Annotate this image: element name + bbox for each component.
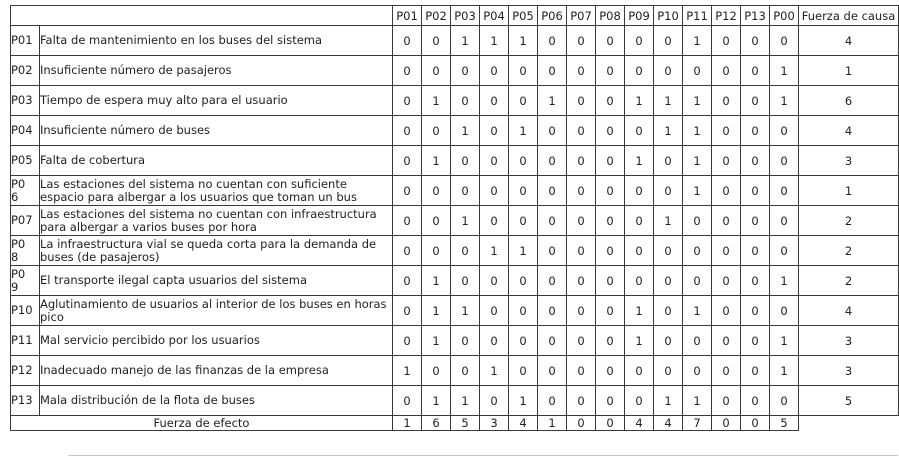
matrix-cell: 1 xyxy=(422,326,451,356)
matrix-cell: 0 xyxy=(422,206,451,236)
matrix-cell: 0 xyxy=(480,296,509,326)
cause-force-value: 2 xyxy=(799,206,899,236)
matrix-cell: 0 xyxy=(625,236,654,266)
row-code: P11 xyxy=(11,326,40,356)
matrix-cell: 0 xyxy=(770,146,799,176)
matrix-cell: 0 xyxy=(654,266,683,296)
blank-corner xyxy=(11,6,393,26)
matrix-cell: 1 xyxy=(654,206,683,236)
matrix-cell: 1 xyxy=(422,386,451,416)
matrix-cell: 0 xyxy=(538,326,567,356)
matrix-cell: 0 xyxy=(770,386,799,416)
matrix-cell: 1 xyxy=(422,266,451,296)
matrix-cell: 0 xyxy=(567,356,596,386)
matrix-cell: 0 xyxy=(596,146,625,176)
matrix-cell: 0 xyxy=(393,266,422,296)
matrix-cell: 0 xyxy=(654,356,683,386)
matrix-cell: 0 xyxy=(654,296,683,326)
matrix-cell: 0 xyxy=(741,206,770,236)
column-header: P05 xyxy=(509,6,538,26)
matrix-cell: 0 xyxy=(625,266,654,296)
matrix-cell: 0 xyxy=(596,266,625,296)
matrix-cell: 0 xyxy=(741,86,770,116)
matrix-cell: 1 xyxy=(654,386,683,416)
column-header: P08 xyxy=(596,6,625,26)
matrix-cell: 0 xyxy=(393,386,422,416)
matrix-cell: 0 xyxy=(480,176,509,206)
row-description: Aglutinamiento de usuarios al interior de los buses en horas pico xyxy=(40,296,393,326)
matrix-cell: 0 xyxy=(567,206,596,236)
effect-force-value: 0 xyxy=(567,416,596,431)
matrix-cell: 1 xyxy=(509,386,538,416)
matrix-cell: 1 xyxy=(683,116,712,146)
matrix-cell: 0 xyxy=(625,26,654,56)
matrix-cell: 0 xyxy=(567,386,596,416)
effect-force-value: 1 xyxy=(538,416,567,431)
matrix-cell: 0 xyxy=(393,296,422,326)
matrix-cell: 1 xyxy=(451,296,480,326)
matrix-cell: 0 xyxy=(596,326,625,356)
row-code: P0 8 xyxy=(11,236,40,266)
matrix-cell: 0 xyxy=(712,116,741,146)
matrix-cell: 0 xyxy=(770,176,799,206)
matrix-cell: 0 xyxy=(393,146,422,176)
effect-force-row xyxy=(11,416,899,431)
matrix-cell: 0 xyxy=(509,206,538,236)
table-row xyxy=(11,356,899,386)
matrix-cell: 0 xyxy=(712,146,741,176)
cause-force-value: 1 xyxy=(799,176,899,206)
matrix-cell: 0 xyxy=(625,386,654,416)
matrix-cell: 0 xyxy=(567,266,596,296)
matrix-cell: 1 xyxy=(625,146,654,176)
matrix-cell: 0 xyxy=(654,26,683,56)
matrix-cell: 0 xyxy=(422,356,451,386)
effect-force-value: 0 xyxy=(741,416,770,431)
effect-force-value: 6 xyxy=(422,416,451,431)
row-code: P0 9 xyxy=(11,266,40,296)
matrix-cell: 0 xyxy=(741,56,770,86)
matrix-cell: 0 xyxy=(625,356,654,386)
matrix-cell: 1 xyxy=(451,116,480,146)
matrix-cell: 0 xyxy=(683,236,712,266)
matrix-cell: 0 xyxy=(596,56,625,86)
matrix-cell: 0 xyxy=(567,176,596,206)
matrix-cell: 0 xyxy=(712,56,741,86)
matrix-cell: 1 xyxy=(654,86,683,116)
matrix-cell: 0 xyxy=(741,386,770,416)
matrix-cell: 1 xyxy=(683,146,712,176)
row-code: P04 xyxy=(11,116,40,146)
matrix-cell: 0 xyxy=(393,206,422,236)
matrix-cell: 0 xyxy=(538,386,567,416)
matrix-cell: 0 xyxy=(538,296,567,326)
matrix-cell: 0 xyxy=(741,236,770,266)
matrix-cell: 1 xyxy=(480,356,509,386)
matrix-cell: 1 xyxy=(770,326,799,356)
matrix-cell: 0 xyxy=(509,56,538,86)
matrix-cell: 0 xyxy=(567,86,596,116)
matrix-cell: 1 xyxy=(509,26,538,56)
matrix-cell: 0 xyxy=(567,326,596,356)
column-header: P01 xyxy=(393,6,422,26)
header-row xyxy=(11,6,899,26)
cause-force-header: Fuerza de causa xyxy=(799,6,899,26)
matrix-cell: 1 xyxy=(683,176,712,206)
matrix-cell: 1 xyxy=(654,116,683,146)
cause-force-value: 1 xyxy=(799,56,899,86)
column-header: P03 xyxy=(451,6,480,26)
matrix-cell: 0 xyxy=(741,176,770,206)
column-header: P06 xyxy=(538,6,567,26)
matrix-cell: 0 xyxy=(625,56,654,86)
matrix-cell: 0 xyxy=(654,176,683,206)
matrix-cell: 1 xyxy=(625,86,654,116)
matrix-cell: 0 xyxy=(712,266,741,296)
cause-force-value: 4 xyxy=(799,296,899,326)
matrix-cell: 0 xyxy=(683,56,712,86)
matrix-cell: 1 xyxy=(480,236,509,266)
matrix-cell: 0 xyxy=(538,236,567,266)
matrix-cell: 1 xyxy=(625,326,654,356)
row-description: Falta de cobertura xyxy=(40,146,393,176)
table-row xyxy=(11,266,899,296)
effect-force-value: 4 xyxy=(509,416,538,431)
matrix-cell: 0 xyxy=(451,356,480,386)
matrix-cell: 0 xyxy=(683,356,712,386)
cause-force-value: 2 xyxy=(799,266,899,296)
column-header: P00 xyxy=(770,6,799,26)
matrix-cell: 1 xyxy=(451,206,480,236)
row-code: P01 xyxy=(11,26,40,56)
matrix-cell: 0 xyxy=(451,146,480,176)
matrix-cell: 1 xyxy=(538,86,567,116)
cause-force-value: 6 xyxy=(799,86,899,116)
matrix-cell: 0 xyxy=(480,386,509,416)
row-code: P05 xyxy=(11,146,40,176)
matrix-cell: 0 xyxy=(683,206,712,236)
matrix-cell: 1 xyxy=(422,296,451,326)
matrix-cell: 0 xyxy=(393,236,422,266)
matrix-cell: 1 xyxy=(625,296,654,326)
matrix-cell: 0 xyxy=(712,326,741,356)
table-row xyxy=(11,86,899,116)
table-row xyxy=(11,386,899,416)
column-header: P02 xyxy=(422,6,451,26)
row-description: Insuficiente número de pasajeros xyxy=(40,56,393,86)
cause-force-value: 3 xyxy=(799,326,899,356)
matrix-cell: 1 xyxy=(770,86,799,116)
row-description: Mal servicio percibido por los usuarios xyxy=(40,326,393,356)
matrix-cell: 0 xyxy=(393,326,422,356)
matrix-cell: 0 xyxy=(567,56,596,86)
matrix-cell: 0 xyxy=(567,116,596,146)
effect-force-value: 5 xyxy=(451,416,480,431)
row-code: P10 xyxy=(11,296,40,326)
table-row xyxy=(11,236,899,266)
column-header: P09 xyxy=(625,6,654,26)
matrix-cell: 0 xyxy=(741,356,770,386)
table-row xyxy=(11,296,899,326)
matrix-cell: 1 xyxy=(683,386,712,416)
effect-force-value: 0 xyxy=(712,416,741,431)
effect-force-value: 7 xyxy=(683,416,712,431)
matrix-cell: 0 xyxy=(538,146,567,176)
matrix-cell: 0 xyxy=(596,26,625,56)
effect-force-value: 3 xyxy=(480,416,509,431)
column-header: P13 xyxy=(741,6,770,26)
effect-force-value: 4 xyxy=(625,416,654,431)
matrix-cell: 0 xyxy=(596,176,625,206)
matrix-cell: 0 xyxy=(538,176,567,206)
matrix-cell: 0 xyxy=(596,206,625,236)
column-header: P10 xyxy=(654,6,683,26)
matrix-cell: 0 xyxy=(422,116,451,146)
matrix-cell: 1 xyxy=(422,146,451,176)
row-description: El transporte ilegal capta usuarios del sistema xyxy=(40,266,393,296)
matrix-cell: 0 xyxy=(654,146,683,176)
table-row xyxy=(11,56,899,86)
table-row xyxy=(11,146,899,176)
matrix-cell: 0 xyxy=(712,356,741,386)
matrix-cell: 0 xyxy=(712,26,741,56)
matrix-cell: 0 xyxy=(393,56,422,86)
row-description: Tiempo de espera muy alto para el usuario xyxy=(40,86,393,116)
matrix-cell: 0 xyxy=(480,146,509,176)
matrix-cell: 0 xyxy=(741,146,770,176)
matrix-cell: 0 xyxy=(654,236,683,266)
matrix-cell: 0 xyxy=(422,236,451,266)
matrix-cell: 0 xyxy=(393,176,422,206)
matrix-cell: 1 xyxy=(770,56,799,86)
matrix-cell: 0 xyxy=(567,146,596,176)
matrix-cell: 1 xyxy=(509,116,538,146)
matrix-cell: 0 xyxy=(625,116,654,146)
matrix-cell: 0 xyxy=(509,326,538,356)
matrix-cell: 1 xyxy=(451,26,480,56)
effect-force-value: 0 xyxy=(596,416,625,431)
problem-matrix-table xyxy=(10,5,899,431)
matrix-cell: 1 xyxy=(683,296,712,326)
matrix-cell: 0 xyxy=(712,236,741,266)
cause-force-value: 2 xyxy=(799,236,899,266)
cause-force-value: 3 xyxy=(799,146,899,176)
matrix-cell: 0 xyxy=(741,26,770,56)
matrix-cell: 0 xyxy=(422,56,451,86)
matrix-cell: 0 xyxy=(596,356,625,386)
matrix-cell: 0 xyxy=(451,236,480,266)
matrix-cell: 0 xyxy=(393,86,422,116)
matrix-cell: 0 xyxy=(509,176,538,206)
matrix-cell: 0 xyxy=(451,326,480,356)
cause-force-value: 4 xyxy=(799,116,899,146)
matrix-cell: 0 xyxy=(712,386,741,416)
matrix-cell: 0 xyxy=(712,206,741,236)
matrix-cell: 0 xyxy=(451,86,480,116)
matrix-cell: 0 xyxy=(712,296,741,326)
row-description: Insuficiente número de buses xyxy=(40,116,393,146)
matrix-cell: 0 xyxy=(480,206,509,236)
column-header: P11 xyxy=(683,6,712,26)
row-description: La infraestructura vial se queda corta para la demanda de buses (de pasajeros) xyxy=(40,236,393,266)
matrix-cell: 1 xyxy=(770,356,799,386)
matrix-cell: 0 xyxy=(596,296,625,326)
matrix-cell: 0 xyxy=(538,116,567,146)
matrix-cell: 0 xyxy=(480,86,509,116)
matrix-cell: 0 xyxy=(741,266,770,296)
matrix-cell: 0 xyxy=(567,26,596,56)
matrix-cell: 0 xyxy=(741,296,770,326)
empty-corner xyxy=(799,416,899,431)
cause-force-value: 5 xyxy=(799,386,899,416)
matrix-cell: 0 xyxy=(509,266,538,296)
matrix-cell: 0 xyxy=(393,26,422,56)
matrix-cell: 0 xyxy=(596,116,625,146)
row-description: Las estaciones del sistema no cuentan con infraestructura para albergar a varios buses por hora xyxy=(40,206,393,236)
table-row xyxy=(11,326,899,356)
matrix-cell: 0 xyxy=(654,56,683,86)
effect-force-value: 5 xyxy=(770,416,799,431)
row-code: P13 xyxy=(11,386,40,416)
matrix-cell: 0 xyxy=(596,86,625,116)
matrix-cell: 0 xyxy=(538,206,567,236)
matrix-cell: 1 xyxy=(509,236,538,266)
matrix-cell: 1 xyxy=(422,86,451,116)
matrix-cell: 0 xyxy=(770,206,799,236)
effect-force-label: Fuerza de efecto xyxy=(11,416,393,431)
matrix-cell: 0 xyxy=(480,116,509,146)
matrix-cell: 0 xyxy=(451,266,480,296)
matrix-cell: 0 xyxy=(451,176,480,206)
matrix-cell: 0 xyxy=(770,26,799,56)
cause-force-value: 4 xyxy=(799,26,899,56)
matrix-cell: 0 xyxy=(422,176,451,206)
matrix-cell: 0 xyxy=(596,236,625,266)
matrix-cell: 0 xyxy=(741,116,770,146)
row-code: P03 xyxy=(11,86,40,116)
row-description: Las estaciones del sistema no cuentan con suficiente espacio para albergar a los usuarios que toman un bus xyxy=(40,176,393,206)
matrix-cell: 0 xyxy=(480,266,509,296)
matrix-body xyxy=(11,26,899,431)
matrix-cell: 0 xyxy=(741,326,770,356)
matrix-cell: 0 xyxy=(538,26,567,56)
row-code: P12 xyxy=(11,356,40,386)
matrix-cell: 0 xyxy=(538,56,567,86)
matrix-cell: 1 xyxy=(683,86,712,116)
matrix-cell: 0 xyxy=(509,146,538,176)
matrix-cell: 0 xyxy=(654,326,683,356)
column-header: P12 xyxy=(712,6,741,26)
table-row xyxy=(11,26,899,56)
matrix-cell: 0 xyxy=(480,56,509,86)
table-row xyxy=(11,206,899,236)
matrix-cell: 0 xyxy=(509,86,538,116)
matrix-cell: 0 xyxy=(683,326,712,356)
matrix-cell: 0 xyxy=(538,266,567,296)
matrix-cell: 0 xyxy=(509,356,538,386)
matrix-cell: 1 xyxy=(451,386,480,416)
matrix-cell: 0 xyxy=(712,86,741,116)
bottom-divider xyxy=(68,455,898,456)
matrix-cell: 1 xyxy=(480,26,509,56)
row-description: Falta de mantenimiento en los buses del sistema xyxy=(40,26,393,56)
cause-force-value: 3 xyxy=(799,356,899,386)
matrix-cell: 0 xyxy=(770,236,799,266)
matrix-cell: 0 xyxy=(422,26,451,56)
matrix-cell: 0 xyxy=(509,296,538,326)
column-header: P04 xyxy=(480,6,509,26)
matrix-cell: 0 xyxy=(451,56,480,86)
column-header: P07 xyxy=(567,6,596,26)
matrix-cell: 0 xyxy=(393,116,422,146)
table-row xyxy=(11,116,899,146)
row-code: P07 xyxy=(11,206,40,236)
effect-force-value: 4 xyxy=(654,416,683,431)
matrix-cell: 0 xyxy=(480,326,509,356)
matrix-cell: 0 xyxy=(567,296,596,326)
matrix-cell: 0 xyxy=(625,176,654,206)
matrix-cell: 0 xyxy=(625,206,654,236)
effect-force-value: 1 xyxy=(393,416,422,431)
row-code: P0 6 xyxy=(11,176,40,206)
table-row xyxy=(11,176,899,206)
matrix-cell: 0 xyxy=(770,296,799,326)
row-description: Mala distribución de la flota de buses xyxy=(40,386,393,416)
matrix-cell: 1 xyxy=(393,356,422,386)
row-description: Inadecuado manejo de las finanzas de la empresa xyxy=(40,356,393,386)
matrix-cell: 1 xyxy=(683,26,712,56)
row-code: P02 xyxy=(11,56,40,86)
matrix-cell: 0 xyxy=(538,356,567,386)
matrix-cell: 1 xyxy=(770,266,799,296)
matrix-cell: 0 xyxy=(596,386,625,416)
matrix-cell: 0 xyxy=(683,266,712,296)
matrix-cell: 0 xyxy=(567,236,596,266)
matrix-cell: 0 xyxy=(770,116,799,146)
matrix-cell: 0 xyxy=(712,176,741,206)
